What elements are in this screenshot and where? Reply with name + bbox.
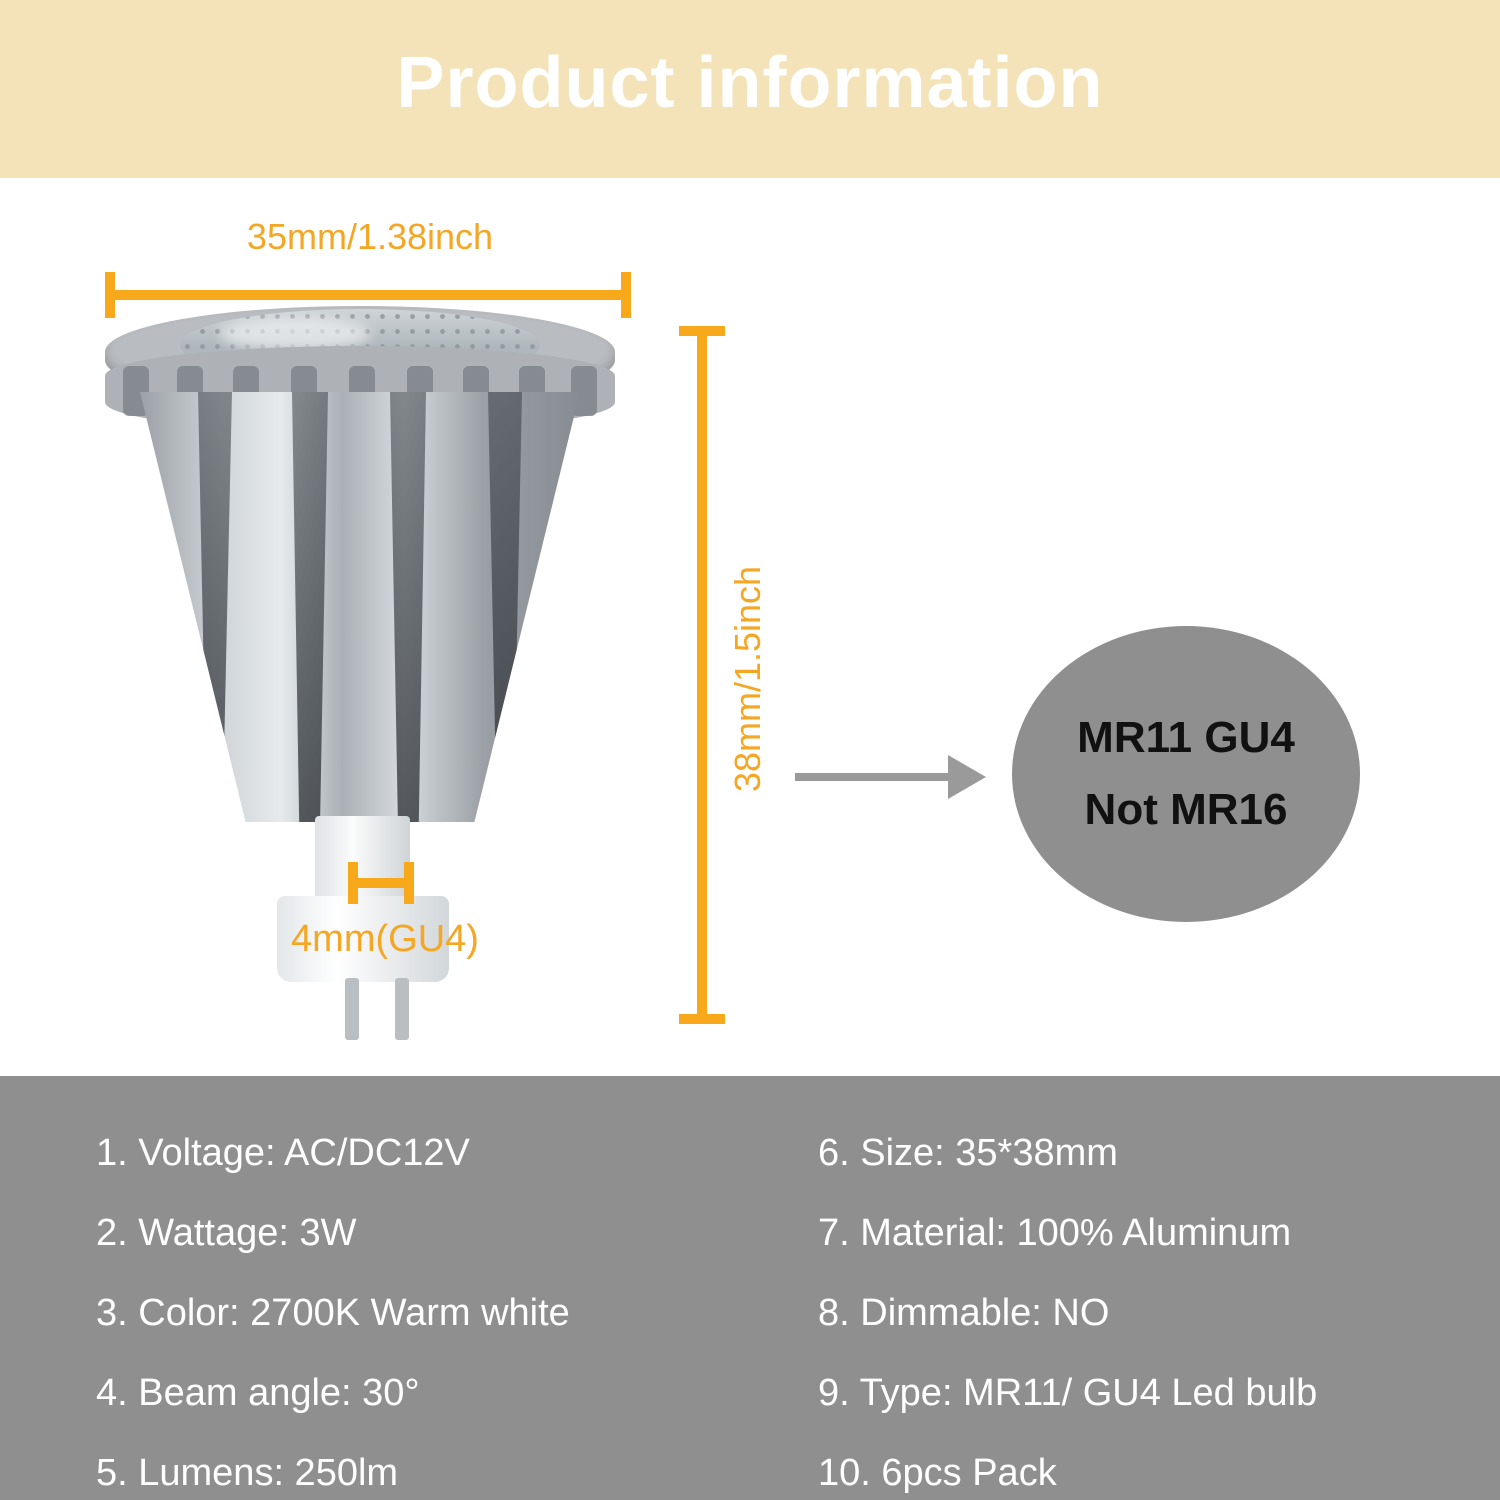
diagram-area <box>0 178 1500 1076</box>
gu4-pin-left <box>345 978 359 1040</box>
spec-item: 3. Color: 2700K Warm white <box>96 1292 570 1334</box>
spec-item: 2. Wattage: 3W <box>96 1212 357 1254</box>
spec-item: 6. Size: 35*38mm <box>818 1132 1118 1174</box>
pin-dimension-cap-right <box>404 862 414 904</box>
width-dimension-label: 35mm/1.38inch <box>246 216 494 257</box>
height-dimension-label: 38mm/1.5inch <box>727 565 769 793</box>
callout-arrow-head-icon <box>948 755 986 799</box>
pin-dimension-line <box>352 878 412 888</box>
led-bulb-illustration <box>95 306 625 1006</box>
callout-arrow-line <box>795 773 955 781</box>
header-banner <box>0 0 1500 178</box>
page-title: Product information <box>396 43 1104 123</box>
height-dimension-cap-bottom <box>679 1014 725 1024</box>
spec-item: 1. Voltage: AC/DC12V <box>96 1132 470 1174</box>
spec-item: 7. Material: 100% Aluminum <box>818 1212 1292 1254</box>
spec-column-left <box>0 1076 778 1500</box>
pin-dimension-label: 4mm(GU4) <box>291 918 479 960</box>
pin-dimension-cap-left <box>348 862 358 904</box>
spec-item: 5. Lumens: 250lm <box>96 1452 399 1494</box>
width-dimension-line <box>110 290 626 300</box>
model-callout-bubble <box>1012 626 1360 922</box>
gu4-pin-right <box>395 978 409 1040</box>
specifications-panel <box>0 1076 1500 1500</box>
spec-item: 4. Beam angle: 30° <box>96 1372 420 1414</box>
bulb-heatsink-body <box>140 392 580 822</box>
callout-line-1: MR11 GU4 <box>1077 713 1295 762</box>
spec-item: 9. Type: MR11/ GU4 Led bulb <box>818 1372 1318 1414</box>
width-dimension-cap-left <box>105 272 115 318</box>
callout-line-2: Not MR16 <box>1084 785 1288 834</box>
spec-item: 8. Dimmable: NO <box>818 1292 1110 1334</box>
spec-item: 10. 6pcs Pack <box>818 1452 1057 1494</box>
height-dimension-cap-top <box>679 326 725 336</box>
width-dimension-cap-right <box>621 272 631 318</box>
height-dimension-line <box>697 330 707 1020</box>
spec-column-right <box>778 1076 1500 1500</box>
